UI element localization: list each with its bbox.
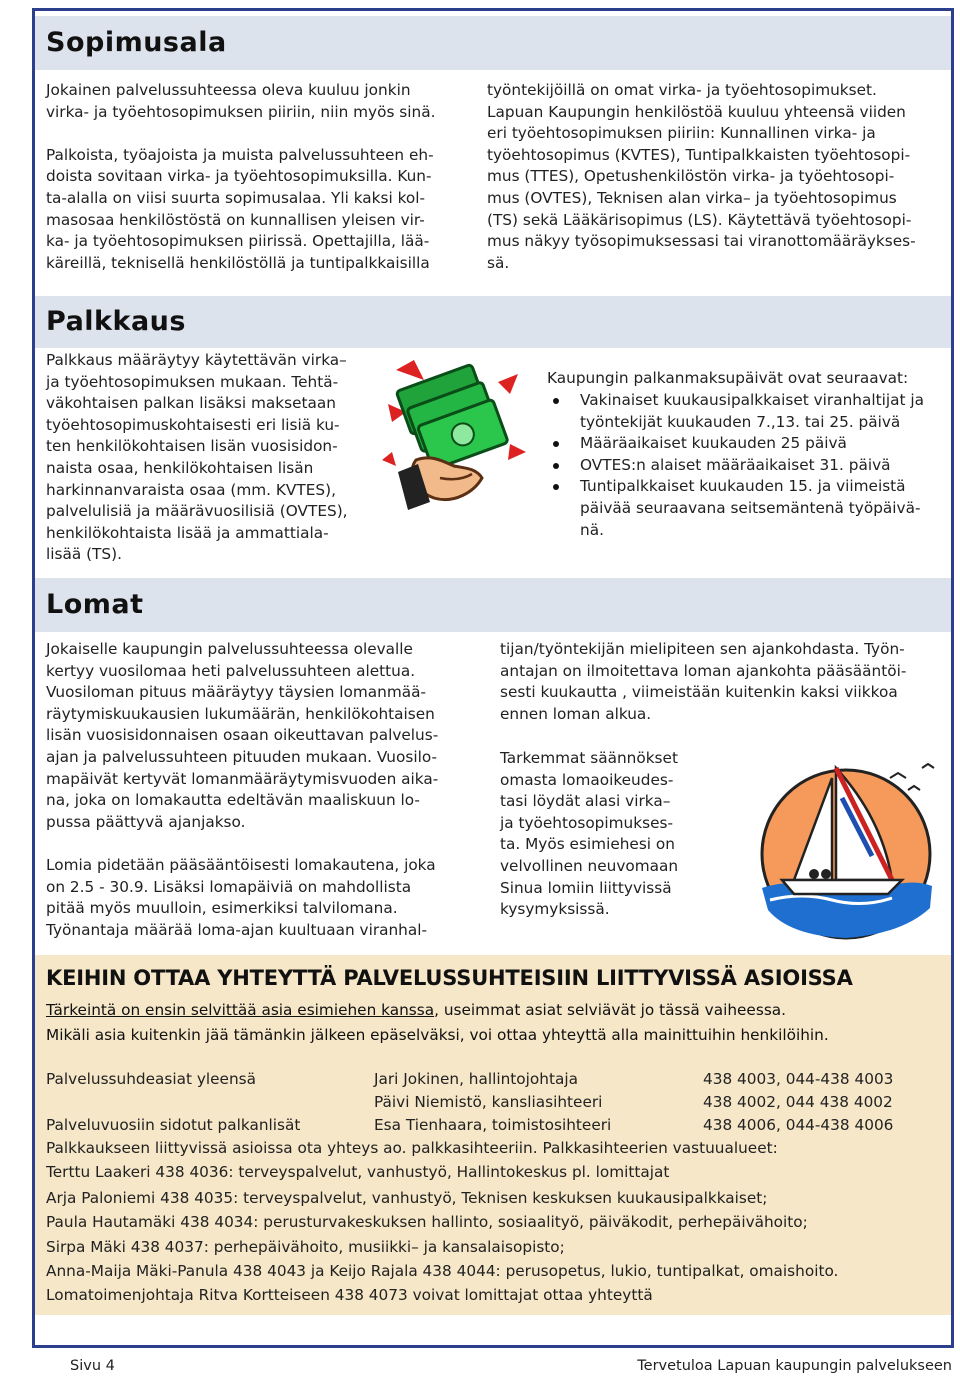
text-line: na, joka on lomakautta edeltävän maaliskuun lo- xyxy=(46,791,420,810)
text-line: päivää seuraavana seitsemäntenä työpäivä- xyxy=(580,498,921,517)
text-line: työehtosopimus (KVTES), Tuntipalkkaisten työehtosopi- xyxy=(487,145,911,164)
text-line: Työnantaja määrää loma-ajan kuultuaan viranhal- xyxy=(46,920,428,939)
contact-person: Jari Jokinen, hallintojohtaja xyxy=(374,1070,578,1088)
section-band-lomat xyxy=(35,578,951,632)
text-line: mus (TTES), Opetushenkilöstön virka- ja työehtosopi- xyxy=(487,167,895,186)
text-line: doista sovitaan virka- ja työehtosopimuksilla. Kun- xyxy=(46,167,432,186)
paydays-intro-text: Kaupungin palkanmaksupäivät ovat seuraavat: xyxy=(547,369,909,387)
text-line: Palkkaus määräytyy käytettävän virka– xyxy=(46,351,347,369)
list-item xyxy=(547,433,924,455)
text-line: Lomia pidetään pääsääntöisesti lomakautena, joka xyxy=(46,855,436,874)
paydays-intro xyxy=(547,368,908,390)
text-line: työehtosopimuskohtaisesti eri lisiä ku- xyxy=(46,415,340,434)
text-line: Jokaiselle kaupungin palvelussuhteessa olevalle xyxy=(46,640,413,658)
heading-palkkaus: Palkkaus xyxy=(46,306,186,337)
text-line: Vakinaiset kuukausipalkkaiset viranhaltijat ja xyxy=(580,391,924,409)
text-line: nä. xyxy=(580,520,604,539)
contact-info-line: Sirpa Mäki 438 4037: perhepäivähoito, musiikki– ja kansalaisopisto; xyxy=(46,1238,565,1256)
text-line: Määräaikaiset kuukauden 25 päivä xyxy=(580,434,847,453)
contact-line-1-underlined: Tärkeintä on ensin selvittää asia esimiehen kanssa xyxy=(46,1001,435,1019)
text-line: Palkoista, työajoista ja muista palvelussuhteen eh- xyxy=(46,145,434,164)
text-line: velvollinen neuvomaan xyxy=(500,856,679,875)
text-line: ennen loman alkua. xyxy=(500,704,652,723)
text-line: lisän vuosisidonnaisen osaan oikeuttavan palvelus- xyxy=(46,726,439,745)
contact-person: Esa Tienhaara, toimistosihteeri xyxy=(374,1116,612,1134)
text-line: omasta lomaoikeudes- xyxy=(500,770,674,789)
text-line: antajan on ilmoitettava loman ajankohta pääsääntöi- xyxy=(500,661,907,680)
text-line: pussa päättyvä ajanjakso. xyxy=(46,812,246,831)
text-line: Jokainen palvelussuhteessa oleva kuuluu jonkin xyxy=(46,81,411,99)
sopimusala-left-text xyxy=(46,80,435,274)
text-line: lisää (TS). xyxy=(46,545,122,564)
text-line: ta-alalla on viisi suurta sopimusalaa. Yli kaksi kol- xyxy=(46,188,426,207)
contact-phone: 438 4006, 044-438 4006 xyxy=(703,1116,894,1134)
contact-phone: 438 4003, 044-438 4003 xyxy=(703,1070,894,1088)
contact-phone: 438 4002, 044 438 4002 xyxy=(703,1093,893,1111)
text-line: (TS) sekä Lääkärisopimus (LS). Käytettävä työehtosopi- xyxy=(487,210,912,229)
list-item xyxy=(547,476,924,541)
text-line: ka- ja työehtosopimuksen piirissä. Opettajilla, lää- xyxy=(46,232,430,251)
lomat-right-text-2 xyxy=(500,748,678,921)
contact-line-2: Mikäli asia kuitenkin jää tämänkin jälkeen epäselväksi, voi ottaa yhteyttä alla mainittuihin henkilöihin. xyxy=(46,1026,829,1044)
text-line: tasi löydät alasi virka– xyxy=(500,792,671,811)
contact-info-line: Palkkaukseen liittyvissä asioissa ota yhteys ao. palkkasihteeriin. Palkkasihteerien vastuualueet: xyxy=(46,1139,778,1157)
text-line: mapäivät kertyvät lomanmääräytymisvuoden aika- xyxy=(46,769,439,788)
text-line: työntekijöillä on omat virka- ja työehtosopimukset. xyxy=(487,81,877,99)
money-hand-icon xyxy=(378,352,528,512)
text-line: tijan/työntekijän mielipiteen sen ajankohdasta. Työn- xyxy=(500,640,905,658)
text-line: Sinua lomiin liittyvissä xyxy=(500,878,672,897)
text-line: sä. xyxy=(487,253,510,272)
text-line: räytymiskuukausien lukumäärän, henkilökohtaisen xyxy=(46,704,435,723)
contact-topic: Palveluvuosiin sidotut palkanlisät xyxy=(46,1116,301,1134)
text-line: ten henkilökohtaisen lisän vuosisidon- xyxy=(46,437,338,456)
contact-person: Päivi Niemistö, kansliasihteeri xyxy=(374,1093,603,1111)
contact-topic: Palvelussuhdeasiat yleensä xyxy=(46,1070,257,1088)
text-line: mus (OVTES), Teknisen alan virka– ja työehtosopimus xyxy=(487,188,897,207)
contact-info-line: Paula Hautamäki 438 4034: perusturvakeskuksen hallinto, sosiaalityö, päiväkodit, perhepäivähoito; xyxy=(46,1213,808,1231)
contact-info-line: Lomatoimenjohtaja Ritva Kortteiseen 438 4073 voivat lomittajat ottaa yhteyttä xyxy=(46,1286,653,1304)
lomat-right-text xyxy=(500,639,906,725)
text-line: Tarkemmat säännökset xyxy=(500,749,678,767)
list-item xyxy=(547,455,924,477)
text-line: käreillä, teknisellä henkilöstöllä ja tuntipalkkaisilla xyxy=(46,253,430,272)
list-item xyxy=(547,390,924,433)
text-line: ja työehtosopimukses- xyxy=(500,813,673,832)
text-line: on 2.5 - 30.9. Lisäksi lomapäiviä on mahdollista xyxy=(46,877,412,896)
text-line: Lapuan Kaupungin henkilöstöä kuuluu yhteensä viiden xyxy=(487,102,906,121)
contact-info-line: Arja Paloniemi 438 4035: terveyspalvelut, vanhustyö, Teknisen keskuksen kuukausipalkkaiset; xyxy=(46,1189,768,1207)
contact-line-1 xyxy=(46,1001,786,1019)
sopimusala-right-text xyxy=(487,80,916,274)
footer-title: Tervetuloa Lapuan kaupungin palvelukseen xyxy=(637,1358,952,1374)
text-line: kysymyksissä. xyxy=(500,900,610,919)
heading-sopimusala: Sopimusala xyxy=(46,27,227,58)
text-line: mus näkyy työsopimuksessasi tai viranottomääräykses- xyxy=(487,232,916,251)
lomat-left-text xyxy=(46,639,438,941)
contact-info-line: Terttu Laakeri 438 4036: terveyspalvelut, vanhustyö, Hallintokeskus pl. lomittajat xyxy=(46,1163,670,1181)
text-line: palvelulisiä ja määrävuosilisiä (OVTES), xyxy=(46,502,348,521)
text-line: OVTES:n alaiset määräaikaiset 31. päivä xyxy=(580,455,891,474)
text-line: pitää myös muulloin, esimerkiksi talvilomana. xyxy=(46,899,398,918)
text-line: ta. Myös esimiehesi on xyxy=(500,835,675,854)
text-line: kertyy vuosilomaa heti palvelussuhteen alettua. xyxy=(46,661,416,680)
heading-lomat: Lomat xyxy=(46,589,144,620)
text-line: henkilökohtaista lisää ja ammattiala- xyxy=(46,523,329,542)
text-line: eri työehtosopimuksen piiriin: Kunnallinen virka- ja xyxy=(487,124,876,143)
text-line: naista osaa, henkilökohtaisen lisän xyxy=(46,458,314,477)
paydays-list xyxy=(547,390,924,541)
text-line: työntekijät kuukauden 7.,13. tai 25. päivä xyxy=(580,412,901,431)
text-line: ja työehtosopimuksen mukaan. Tehtä- xyxy=(46,372,339,391)
contact-line-1-rest: , useimmat asiat selviävät jo tässä vaiheessa. xyxy=(434,1001,787,1019)
text-line: ajan ja palvelussuhteen pituuden mukaan. Vuosilo- xyxy=(46,747,437,766)
text-line: masosaa henkilöstöstä on kunnallisen yleisen vir- xyxy=(46,210,425,229)
text-line: väkohtaisen palkan lisäksi maksetaan xyxy=(46,394,336,413)
page-number: Sivu 4 xyxy=(70,1358,115,1374)
text-line: Tuntipalkkaiset kuukauden 15. ja viimeistä xyxy=(580,477,906,496)
text-line: virka- ja työehtosopimuksen piiriin, niin myös sinä. xyxy=(46,102,436,121)
contact-info-line: Anna-Maija Mäki-Panula 438 4043 ja Keijo Rajala 438 4044: perusopetus, lukio, tuntipalkat, omaishoito. xyxy=(46,1262,839,1280)
contact-title: KEIHIN OTTAA YHTEYTTÄ PALVELUSSUHTEISIIN LIITTYVISSÄ ASIOISSA xyxy=(46,966,853,990)
text-line: harkinnanvaraista osaa (mm. KVTES), xyxy=(46,480,336,499)
palkkaus-left-text xyxy=(46,350,348,566)
sailboat-icon xyxy=(722,738,948,944)
text-line: Vuosiloman pituus määräytyy täysien lomanmää- xyxy=(46,683,427,702)
text-line: sesti kuukautta , viimeistään kuitenkin kaksi viikkoa xyxy=(500,683,898,702)
